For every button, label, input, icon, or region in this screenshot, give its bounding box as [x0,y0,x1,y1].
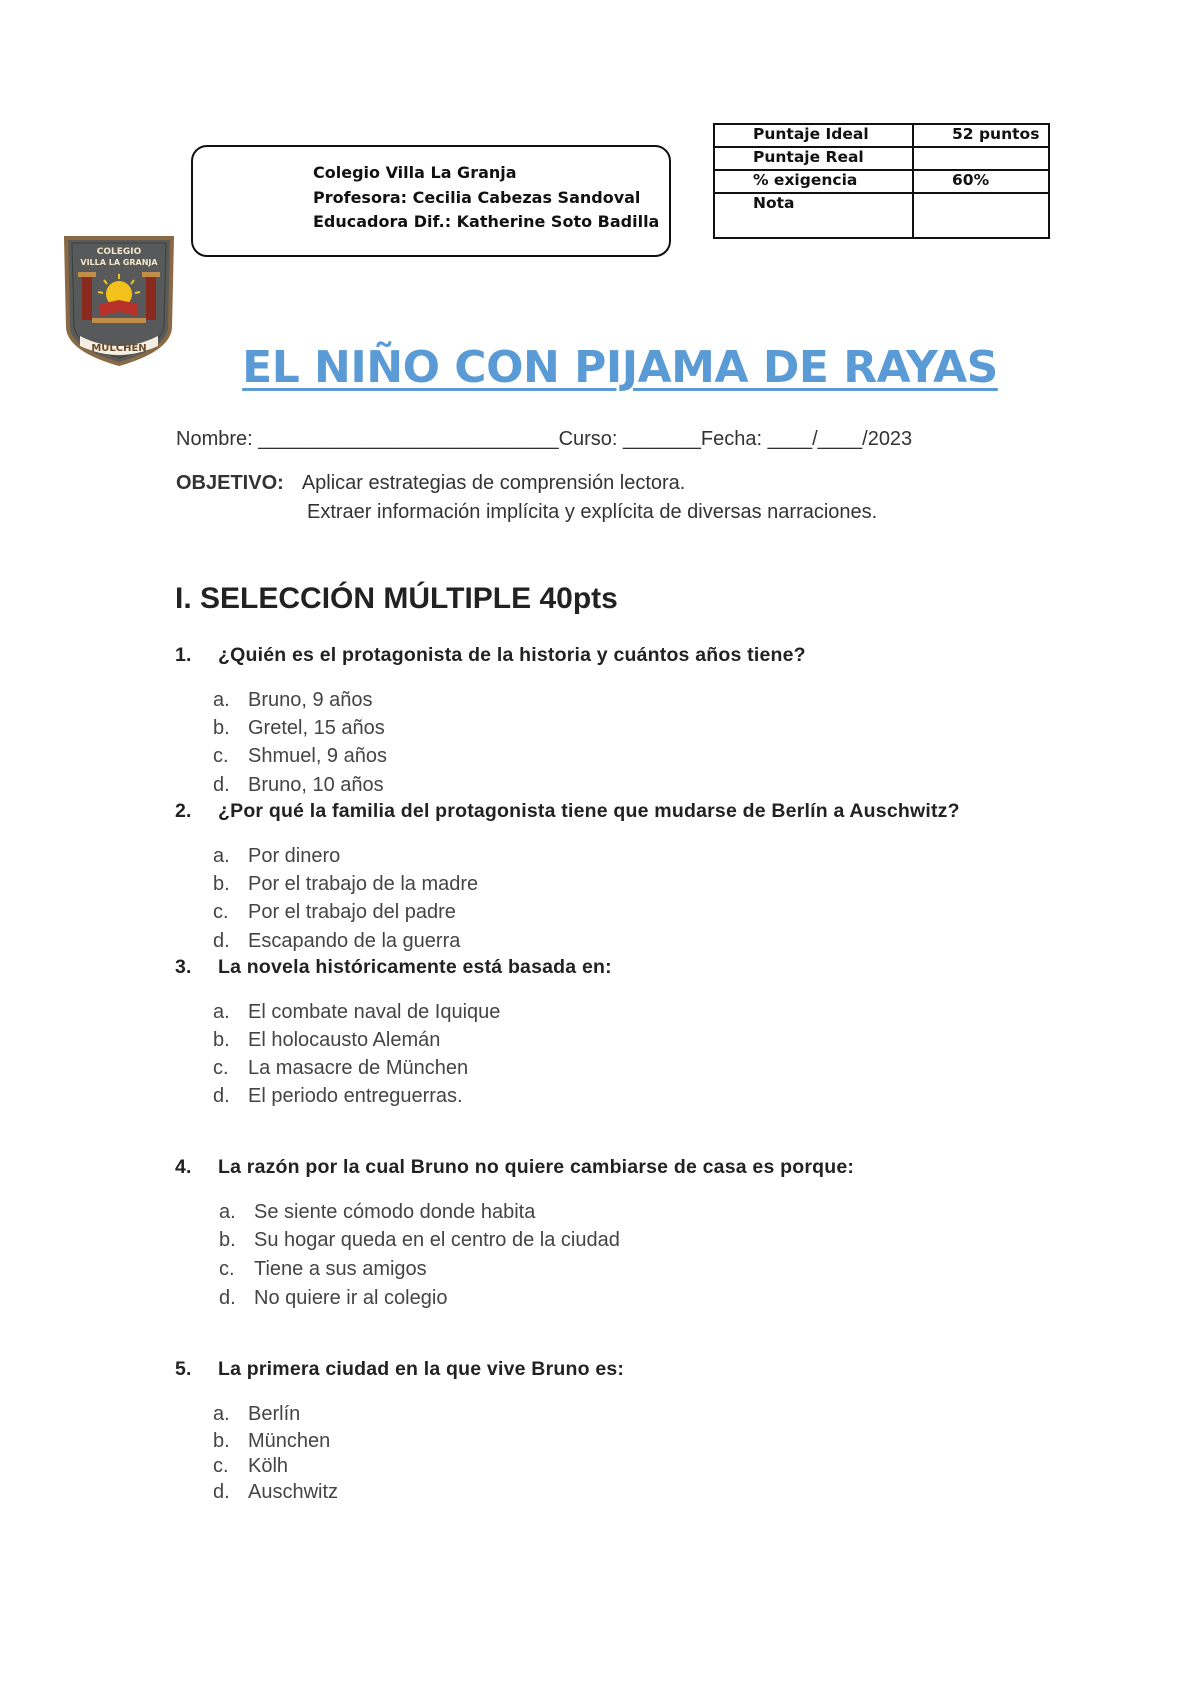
option[interactable] [213,1455,288,1478]
option-letter: b. [219,1229,236,1251]
option[interactable] [213,1001,500,1024]
option-letter: a. [213,689,230,711]
question [175,1358,624,1381]
page-title: EL NIÑO CON PIJAMA DE RAYAS [242,342,998,393]
option[interactable] [219,1258,427,1281]
question-text: ¿Quién es el protagonista de la historia y cuántos años tiene? [218,644,806,666]
option[interactable] [213,845,340,868]
option-text: La masacre de München [248,1057,469,1079]
option-letter: d. [213,774,230,796]
option-text: Berlín [248,1403,301,1425]
score-value [913,193,1049,238]
question-number: 3. [175,956,192,978]
option-letter: b. [213,873,230,895]
school-info-box [191,145,671,257]
score-value: 52 puntos [913,124,1049,147]
option[interactable] [213,1057,468,1080]
option-text: Auschwitz [248,1481,339,1503]
question-text: La primera ciudad en la que vive Bruno es: [218,1358,625,1380]
option[interactable] [213,1029,440,1052]
question-number: 4. [175,1156,192,1178]
score-table [713,123,1050,239]
option-letter: d. [213,930,230,952]
logo-top-text: COLEGIO [96,247,142,257]
option[interactable] [213,930,460,953]
option-letter: d. [213,1481,230,1503]
question-number: 5. [175,1358,192,1380]
option-text: Bruno, 10 años [248,774,384,796]
option[interactable] [213,745,387,768]
option-letter: d. [219,1287,236,1309]
option[interactable] [219,1201,535,1224]
school-info-lines [313,161,659,235]
option-text: Su hogar queda en el centro de la ciudad [254,1229,620,1251]
option-letter: c. [213,745,229,767]
score-value: 60% [913,170,1049,193]
score-row [714,147,1049,170]
option[interactable] [219,1229,620,1252]
option[interactable] [213,1403,300,1426]
option[interactable] [213,901,456,924]
option-text: Bruno, 9 años [248,689,373,711]
score-label: Nota [714,193,913,238]
objective-line-1 [176,472,685,495]
question-text: ¿Por qué la familia del protagonista tiene que mudarse de Berlín a Auschwitz? [218,800,960,822]
option-letter: a. [213,845,230,867]
option-letter: b. [213,1029,230,1051]
question-text: La novela históricamente está basada en: [218,956,612,978]
option-text: El holocausto Alemán [248,1029,441,1051]
option-text: Tiene a sus amigos [254,1258,427,1280]
option-letter: a. [213,1001,230,1023]
option-letter: c. [219,1258,235,1280]
question [175,800,960,823]
option-text: Escapando de la guerra [248,930,461,952]
option-text: El combate naval de Iquique [248,1001,501,1023]
option-text: El periodo entreguerras. [248,1085,463,1107]
question [175,644,806,667]
question-number: 1. [175,644,192,666]
score-value [913,147,1049,170]
option[interactable] [213,717,385,740]
question-number: 2. [175,800,192,822]
objective-label: OBJETIVO: [176,472,284,494]
question-text: La razón por la cual Bruno no quiere cambiarse de casa es porque: [218,1156,855,1178]
option-text: Se siente cómodo donde habita [254,1201,536,1223]
logo-pillar-left [82,276,92,320]
option-letter: c. [213,1057,229,1079]
section-heading: I. SELECCIÓN MÚLTIPLE 40pts [175,582,618,615]
score-row [714,193,1049,238]
student-fields-line: Nombre: ___________________________Curso: _______Fecha: ____/____/2023 [176,428,913,450]
option-letter: a. [213,1403,230,1425]
option[interactable] [213,774,384,797]
option[interactable] [219,1287,447,1310]
logo-bottom-text: MULCHEN [91,343,147,354]
option-letter: c. [213,1455,229,1477]
option-text: Por el trabajo del padre [248,901,456,923]
question [175,1156,854,1179]
option[interactable] [213,1430,330,1453]
logo-pillar-right [146,276,156,320]
objective-text-1: Aplicar estrategias de comprensión lectora. [301,472,686,494]
option-text: München [248,1430,331,1452]
option-letter: b. [213,1430,230,1452]
option[interactable] [213,1481,338,1504]
objective-text-2: Extraer información implícita y explícita de diversas narraciones. [307,501,878,523]
option-letter: b. [213,717,230,739]
score-label: % exigencia [714,170,913,193]
option[interactable] [213,689,373,712]
option-text: No quiere ir al colegio [254,1287,448,1309]
score-label: Puntaje Real [714,147,913,170]
option-text: Gretel, 15 años [248,717,385,739]
logo-middle-text: VILLA LA GRANJA [80,258,158,267]
question [175,956,612,979]
option-text: Kölh [248,1455,289,1477]
school-name: Colegio Villa La Granja [313,163,517,182]
educator-name: Educadora Dif.: Katherine Soto Badilla [313,212,660,231]
score-label: Puntaje Ideal [714,124,913,147]
score-row [714,124,1049,147]
option[interactable] [213,1085,463,1108]
score-row [714,170,1049,193]
option-text: Por el trabajo de la madre [248,873,479,895]
option-letter: c. [213,901,229,923]
teacher-name: Profesora: Cecilia Cabezas Sandoval [313,187,641,207]
option-text: Shmuel, 9 años [248,745,387,767]
option-text: Por dinero [248,845,341,867]
option-letter: d. [213,1085,230,1107]
option-letter: a. [219,1201,236,1223]
option[interactable] [213,873,478,896]
